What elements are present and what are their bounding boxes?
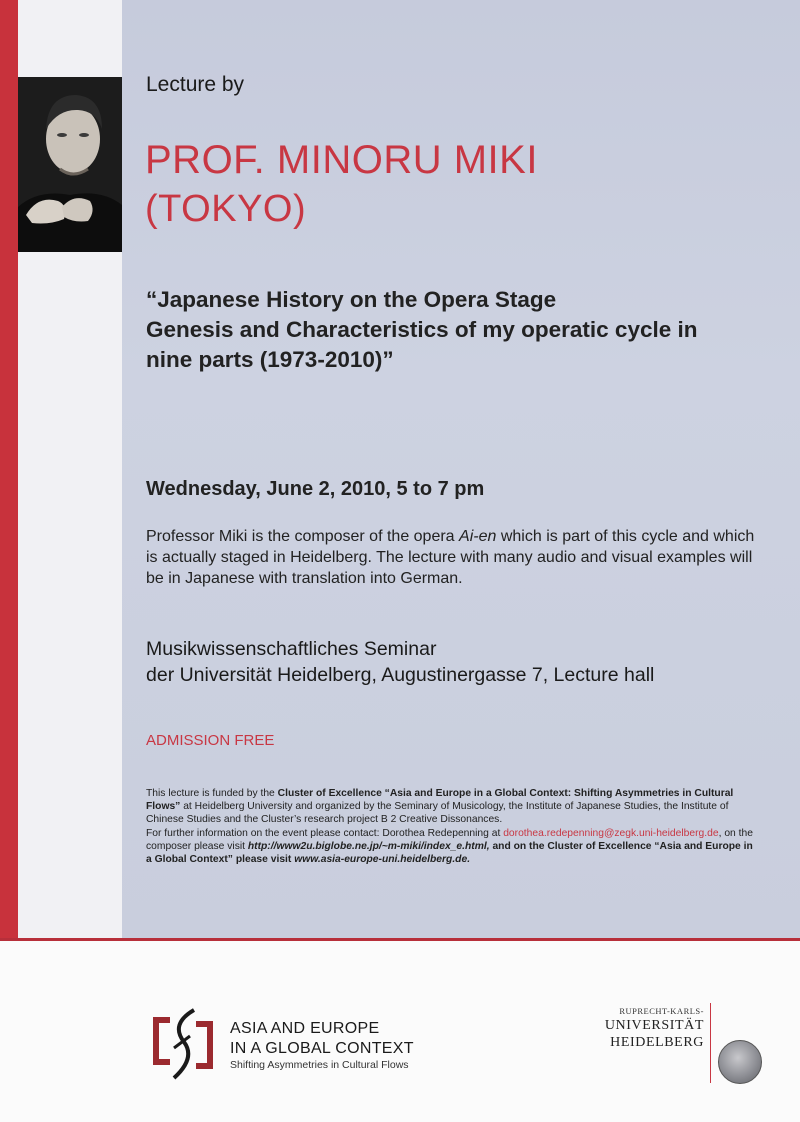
lecture-title-line-1: “Japanese History on the Opera Stage xyxy=(146,287,557,312)
asia-europe-tagline: Shifting Asymmetries in Cultural Flows xyxy=(230,1059,409,1071)
university-name-line-2: HEIDELBERG xyxy=(610,1035,704,1050)
speaker-photo xyxy=(18,77,122,252)
funding-note xyxy=(146,787,758,866)
university-prefix: RUPRECHT-KARLS- xyxy=(619,1006,704,1016)
university-name-line-1: UNIVERSITÄT xyxy=(604,1018,704,1033)
funding-text-4: , on the composer please visit xyxy=(146,827,753,852)
event-date: Wednesday, June 2, 2010, 5 to 7 pm xyxy=(146,478,485,500)
venue-line-1: Musikwissenschaftliches Seminar xyxy=(146,638,437,660)
funding-text-3: For further information on the event please contact: Dorothea Redepenning at xyxy=(146,827,504,839)
funding-text-2: at Heidelberg University and organized by the Seminary of Musicology, the Institute of Japanese Studies, the Institute of Chinese Studies and the Cluster’s research project B 2 Creative Dissonances. xyxy=(146,801,729,826)
lecture-title-line-3: nine parts (1973-2010)” xyxy=(146,347,394,372)
footer-divider xyxy=(0,938,800,941)
lecture-description xyxy=(146,526,756,589)
university-divider xyxy=(710,1003,711,1083)
speaker-city: (TOKYO) xyxy=(145,188,307,230)
description-text-1: Professor Miki is the composer of the opera xyxy=(146,528,460,545)
venue-line-2: der Universität Heidelberg, Augustinergasse 7, Lecture hall xyxy=(146,664,655,686)
contact-email-link[interactable]: dorothea.redepenning@zegk.uni-heidelberg.de xyxy=(503,827,719,839)
description-text-2: which is part of this cycle and which is actually staged in Heidelberg. The lecture with many audio and visual examples will be in Japanese with translation into German. xyxy=(146,528,755,587)
opera-title: Ai-en xyxy=(459,528,497,545)
admission-label: ADMISSION FREE xyxy=(146,732,275,749)
cluster-name: Cluster of Excellence “Asia and Europe in a Global Context: Shifting Asymmetries in Cultural Flows” xyxy=(146,788,734,813)
university-seal-icon xyxy=(718,1040,762,1084)
asia-europe-logo-icon xyxy=(150,1008,220,1085)
speaker-name: PROF. MINORU MIKI xyxy=(145,138,538,182)
funding-text-5: and on the Cluster of Excellence “Asia and Europe in a Global Context” please visit xyxy=(146,840,753,866)
asia-europe-logo-line-2: IN A GLOBAL CONTEXT xyxy=(230,1040,414,1057)
funding-text-1: This lecture is funded by the xyxy=(146,788,278,799)
cluster-url-link[interactable]: www.asia-europe-uni.heidelberg.de. xyxy=(294,854,471,866)
lecture-by-label: Lecture by xyxy=(146,73,245,96)
composer-url-link[interactable]: http://www2u.biglobe.ne.jp/~m-miki/index_e.html, xyxy=(247,840,490,852)
asia-europe-logo-line-1: ASIA AND EUROPE xyxy=(230,1020,380,1037)
lecture-title-line-2: Genesis and Characteristics of my operatic cycle in xyxy=(146,317,698,342)
